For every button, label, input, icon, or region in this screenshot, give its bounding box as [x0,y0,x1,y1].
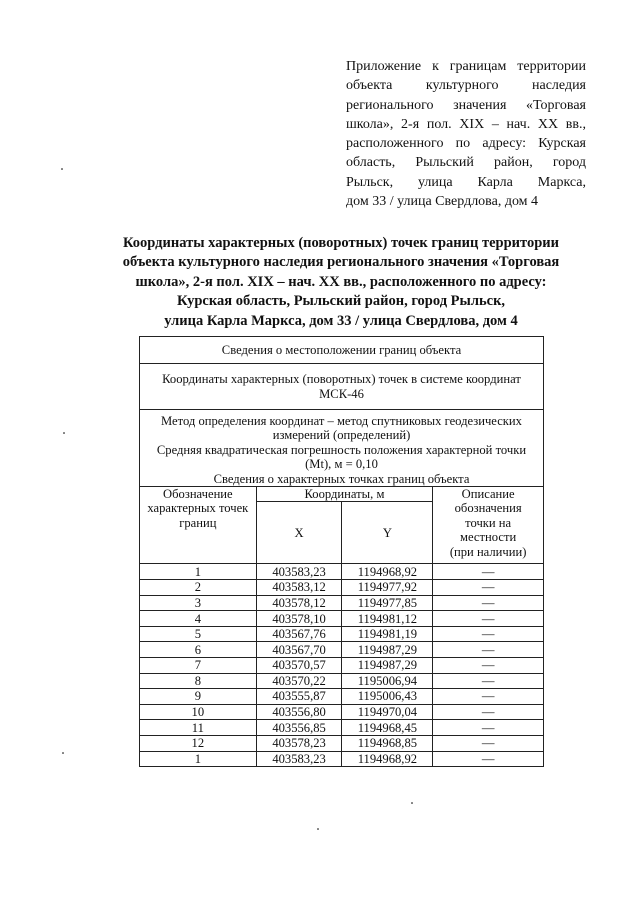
section-title: Сведения о местоположении границ объекта [221,342,462,357]
point-number: 8 [140,673,257,689]
table-row [140,751,544,767]
points-body [140,564,544,767]
appendix-line: школа», 2-я пол. XIX – нач. XX вв., [346,116,586,132]
table-row [140,564,544,580]
point-description: — [433,642,544,658]
point-description: — [433,720,544,736]
point-y: 1194970,04 [342,704,433,720]
point-y: 1194968,85 [342,735,433,751]
y-header [342,502,433,564]
point-y: 1194981,12 [342,611,433,627]
scan-speck [63,432,65,434]
point-y: 1194968,92 [342,564,433,580]
header-text: Обозначение [163,487,233,502]
scan-speck [61,168,63,170]
table-row [140,704,544,720]
table-row [140,720,544,736]
point-number: 2 [140,580,257,596]
point-description: — [433,580,544,596]
scan-speck [317,828,319,830]
point-description: — [433,751,544,767]
point-y: 1194977,92 [342,580,433,596]
point-x: 403583,23 [256,751,342,767]
point-x: 403567,70 [256,642,342,658]
table-row [140,735,544,751]
point-x: 403583,12 [256,580,342,596]
header-text: точки на [465,515,512,530]
appendix-line: объекта культурного наследия [346,78,586,94]
coordinate-system-cell [140,364,544,410]
appendix-line: Рыльск, улица Карла Маркса, [346,174,586,190]
point-number: 9 [140,689,257,705]
section-title-row [140,337,544,364]
point-number: 3 [140,595,257,611]
title-line: улица Карла Маркса, дом 33 / улица Свердлова, дом 4 [164,312,518,329]
method-cell [140,410,544,487]
method-text: Метод определения координат – метод спутниковых геодезических [161,414,522,428]
point-description: — [433,658,544,674]
title-line: Координаты характерных (поворотных) точек границ территории [123,235,559,251]
section-title-cell [140,337,544,364]
point-x: 403555,87 [256,689,342,705]
point-x: 403578,10 [256,611,342,627]
point-x: 403583,23 [256,564,342,580]
accuracy-text: Средняя квадратическая погрешность положения характерной точки [156,442,527,457]
point-y: 1195006,43 [342,689,433,705]
header-text: границ [179,515,217,530]
point-x: 403556,80 [256,704,342,720]
table-row [140,642,544,658]
accuracy-value: (Mt), м = 0,10 [305,457,378,472]
table-row [140,673,544,689]
title-line: школа», 2-я пол. XIX – нач. XX вв., расположенного по адресу: [135,273,547,290]
table-row [140,658,544,674]
header-text: X [294,525,304,540]
scan-speck [411,802,413,804]
table-row [140,595,544,611]
point-y: 1194968,92 [342,751,433,767]
point-description: — [433,735,544,751]
scan-speck [62,752,64,754]
header-text: Y [382,525,392,540]
x-header [256,502,342,564]
appendix-line: Приложение к границам территории [346,59,586,74]
point-x: 403578,23 [256,735,342,751]
point-description: — [433,564,544,580]
point-y: 1194968,45 [342,720,433,736]
header-text: (при наличии) [449,544,527,559]
point-y: 1195006,94 [342,673,433,689]
header-text: характерных точек [147,501,249,516]
point-number: 10 [140,704,257,720]
coordinates-table [139,336,544,767]
point-number: 1 [140,751,257,767]
point-y: 1194981,19 [342,626,433,642]
document-title [100,234,582,331]
point-number: 12 [140,735,257,751]
point-x: 403556,85 [256,720,342,736]
coordinate-system-name: МСК-46 [319,386,364,401]
appendix-line: регионального значения «Торговая [346,97,586,113]
point-number: 11 [140,720,257,736]
appendix-line: область, Рыльский район, город [346,155,586,171]
header-text: Координаты, м [304,487,385,502]
point-number: 5 [140,626,257,642]
point-number: 7 [140,658,257,674]
header-text: обозначения [454,501,522,516]
coordinates-header [256,487,433,502]
header-text: Описание [461,487,515,502]
header-row [140,487,544,502]
point-y: 1194977,85 [342,595,433,611]
point-number: 1 [140,564,257,580]
method-text: измерений (определений) [272,428,411,443]
table-row [140,626,544,642]
table-row [140,580,544,596]
point-y: 1194987,29 [342,658,433,674]
point-description: — [433,704,544,720]
point-description: — [433,689,544,705]
point-x: 403570,22 [256,673,342,689]
title-line: объекта культурного наследия регионального значения «Торговая [122,254,560,271]
table-row [140,689,544,705]
coordinate-system-row [140,364,544,410]
appendix-note [346,57,586,211]
point-x: 403578,12 [256,595,342,611]
point-description: — [433,611,544,627]
point-description: — [433,626,544,642]
table-row [140,611,544,627]
description-header [433,487,544,564]
point-y: 1194987,29 [342,642,433,658]
title-line: Курская область, Рыльский район, город Рыльск, [176,293,506,310]
point-description: — [433,673,544,689]
point-number: 4 [140,611,257,627]
point-x: 403567,76 [256,626,342,642]
coordinate-system-text: Координаты характерных (поворотных) точек в системе координат [162,372,521,387]
point-description: — [433,595,544,611]
point-x: 403570,57 [256,658,342,674]
header-text: местности [460,530,517,545]
method-row [140,410,544,487]
points-section-title: Сведения о характерных точках границ объекта [213,471,470,486]
designation-header [140,487,257,564]
point-number: 6 [140,642,257,658]
appendix-line: дом 33 / улица Свердлова, дом 4 [346,194,539,210]
appendix-line: расположенного по адресу: Курская [346,136,586,152]
